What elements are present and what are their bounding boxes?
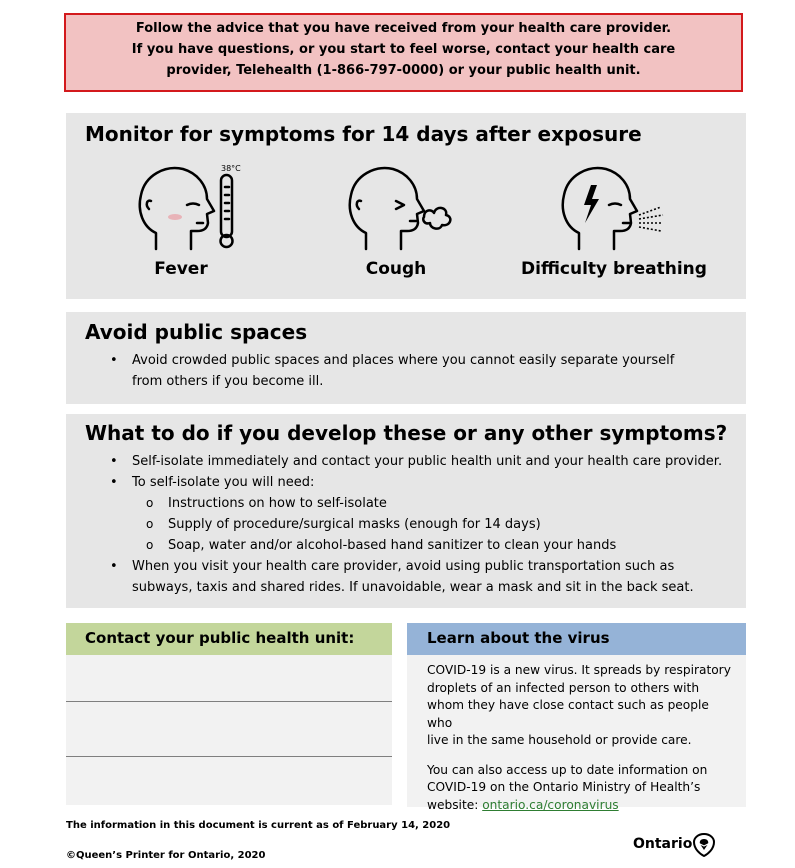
cough-label: Cough xyxy=(365,259,427,279)
contact-health-unit-writein[interactable] xyxy=(66,655,392,805)
fever-label: Fever xyxy=(154,259,208,279)
write-in-line xyxy=(66,756,392,757)
cough-icon xyxy=(336,161,456,253)
symptom-cough xyxy=(306,161,486,279)
write-in-line xyxy=(66,701,392,702)
self-isolate-intro: To self-isolate you will need: xyxy=(132,475,315,490)
info-line-1: You can also access up to date information on xyxy=(427,762,708,777)
advice-banner xyxy=(64,13,743,92)
list-item: o Instructions on how to self-isolate xyxy=(132,493,722,514)
transport-line-2: subways, taxis and shared rides. If unavoidable, wear a mask and sit in the back seat. xyxy=(132,580,694,595)
virus-description xyxy=(427,662,736,750)
copyright-note: ©Queen’s Printer for Ontario, 2020 xyxy=(66,850,266,861)
avoid-list xyxy=(110,350,674,392)
monitor-symptoms-panel xyxy=(66,113,746,299)
current-as-of-note: The information in this document is current as of February 14, 2020 xyxy=(66,820,451,831)
list-item xyxy=(110,556,722,598)
info-line-2: COVID-19 on the Ontario Ministry of Health’s xyxy=(427,780,701,794)
coronavirus-link[interactable]: ontario.ca/coronavirus xyxy=(482,797,619,812)
difficulty-breathing-icon xyxy=(551,161,671,253)
avoid-bullet-line-2: from others if you become ill. xyxy=(132,374,324,389)
thermometer-label: 38°C xyxy=(221,164,241,173)
what-to-do-panel xyxy=(66,414,746,608)
list-item: o Soap, water and/or alcohol-based hand sanitizer to clean your hands xyxy=(132,535,722,556)
what-to-do-list xyxy=(110,451,722,598)
what-to-do-title: What to do if you develop these or any other symptoms? xyxy=(85,421,728,445)
trillium-logo-icon xyxy=(693,833,715,857)
advice-line-2: If you have questions, or you start to feel worse, contact your health care xyxy=(131,42,676,57)
transport-line-1: When you visit your health care provider, avoid using public transportation such as xyxy=(132,559,675,574)
symptom-difficulty-breathing xyxy=(521,161,707,279)
advice-line-1: Follow the advice that you have received from your health care provider. xyxy=(135,21,672,36)
advice-line-3: provider, Telehealth (1-866-797-0000) or your public health unit. xyxy=(166,63,641,78)
virus-line-2: droplets of an infected person to others with xyxy=(427,680,700,695)
avoid-title: Avoid public spaces xyxy=(85,320,308,344)
learn-about-virus-heading: Learn about the virus xyxy=(407,623,746,655)
symptom-fever xyxy=(91,161,271,279)
self-isolate-needs xyxy=(132,493,722,556)
list-item: o Supply of procedure/surgical masks (enough for 14 days) xyxy=(132,514,722,535)
fever-icon xyxy=(121,161,241,253)
list-item xyxy=(110,472,722,556)
more-info xyxy=(427,762,736,815)
virus-line-1: COVID-19 is a new virus. It spreads by respiratory xyxy=(427,663,731,677)
ontario-wordmark: Ontario xyxy=(633,836,693,852)
monitor-title: Monitor for symptoms for 14 days after exposure xyxy=(85,122,642,146)
avoid-public-spaces-panel xyxy=(66,312,746,404)
info-line-3: website: xyxy=(427,797,483,812)
difficulty-breathing-label: Difficulty breathing xyxy=(521,259,707,279)
avoid-bullet-line-1: Avoid crowded public spaces and places where you cannot easily separate yourself xyxy=(132,353,675,368)
virus-line-3: whom they have close contact such as people who xyxy=(427,698,709,730)
contact-health-unit-heading: Contact your public health unit: xyxy=(66,623,392,655)
learn-about-virus-body xyxy=(407,655,746,812)
virus-line-4: live in the same household or provide care. xyxy=(427,733,692,747)
list-item: • Self-isolate immediately and contact your public health unit and your health care provider. xyxy=(110,451,722,472)
list-item xyxy=(110,350,674,392)
